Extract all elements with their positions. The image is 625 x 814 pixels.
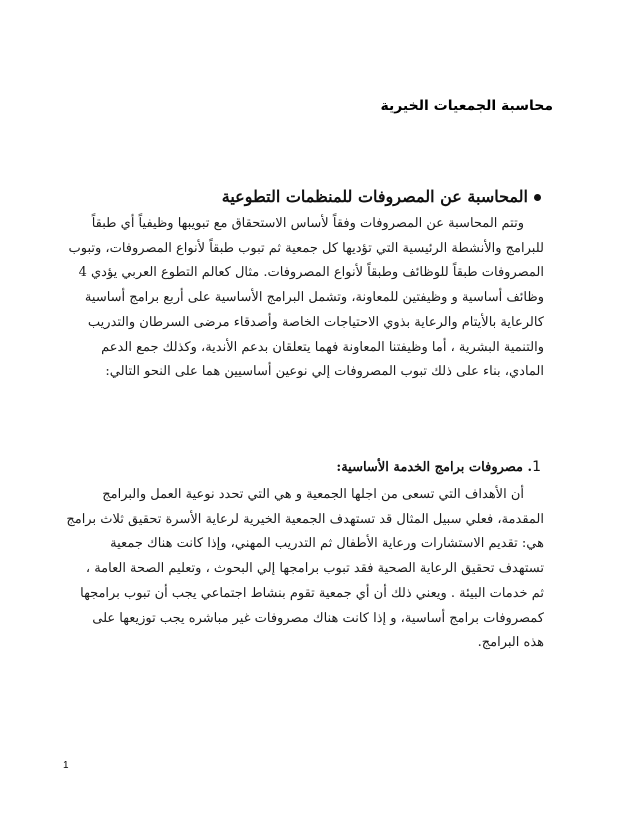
page-number: 1 [63, 760, 69, 771]
paragraph-line: وتتم المحاسبة عن المصروفات وفقاً لأساس الاستحقاق مع تبويبها وظيفياً أي طبقاً [91, 216, 524, 231]
paragraph-line: أن الأهداف التي تسعى من اجلها الجمعية و هي التي تحدد نوعية العمل والبرامج [102, 487, 524, 502]
paragraph-line: هذه البرامج. [477, 635, 544, 651]
paragraph-line: للبرامج والأنشطة الرئيسية التي تؤديها كل جمعية ثم تبوب طبقاً لأنواع المصروفات، وتبوب [68, 240, 544, 256]
subsection-paragraph [66, 483, 544, 656]
paragraph-line: تستهدف تحقيق الرعاية الصحية فقد تبوب برامجها إلي البحوث ، وتعليم الصحة العامة ، [85, 561, 544, 577]
page-header-title: محاسبة الجمعيات الخيرية [380, 98, 553, 114]
section-heading [222, 187, 541, 206]
paragraph-line: المادي، بناء على ذلك تبوب المصروفات إلي نوعين أساسيين هما على النحو التالي: [105, 364, 544, 380]
section-heading-text: المحاسبة عن المصروفات للمنظمات التطوعية [221, 187, 528, 206]
section-paragraph [68, 212, 544, 385]
paragraph-line: كالرعاية بالأيتام والرعاية بذوي الاحتياجات الخاصة وأصدقاء مرضى السرطان والتدريب [87, 314, 544, 330]
paragraph-line: وظائف أساسية و وظيفتين للمعاونة، وتشمل البرامج الأساسية على أربع برامج أساسية [84, 290, 544, 306]
subsection-number: 1 [532, 459, 541, 475]
paragraph-line: المقدمة، فعلي سبيل المثال قد تستهدف الجمعية الخيرية لرعاية الأسرة تحقيق ثلاث برامج [66, 511, 544, 527]
bullet-icon [534, 194, 541, 201]
paragraph-line: والتنمية البشرية ، أما وظيفتنا المعاونة فهما يتعلقان بدعم الأندية، وكذلك جمع الدعم [101, 339, 544, 355]
subsection-heading-text: . مصروفات برامج الخدمة الأساسية: [336, 460, 533, 475]
paragraph-line: ثم خدمات البيئة . ويعني ذلك أن أي جمعية تقوم بنشاط اجتماعي يجب أن تبوب برامجها [80, 585, 544, 601]
paragraph-line: المصروفات طبقاً للوظائف وطبقاً لأنواع المصروفات. مثال كعالم التطوع العربي يؤدي 4 [78, 265, 544, 281]
paragraph-line: كمصروفات برامج أساسية، و إذا كانت هناك مصروفات غير مباشره يجب توزيعها على [92, 610, 544, 626]
paragraph-line: هي: تقديم الاستشارات ورعاية الأطفال ثم التدريب المهني، وإذا كانت هناك جمعية [110, 536, 544, 552]
subsection-heading [336, 459, 541, 475]
